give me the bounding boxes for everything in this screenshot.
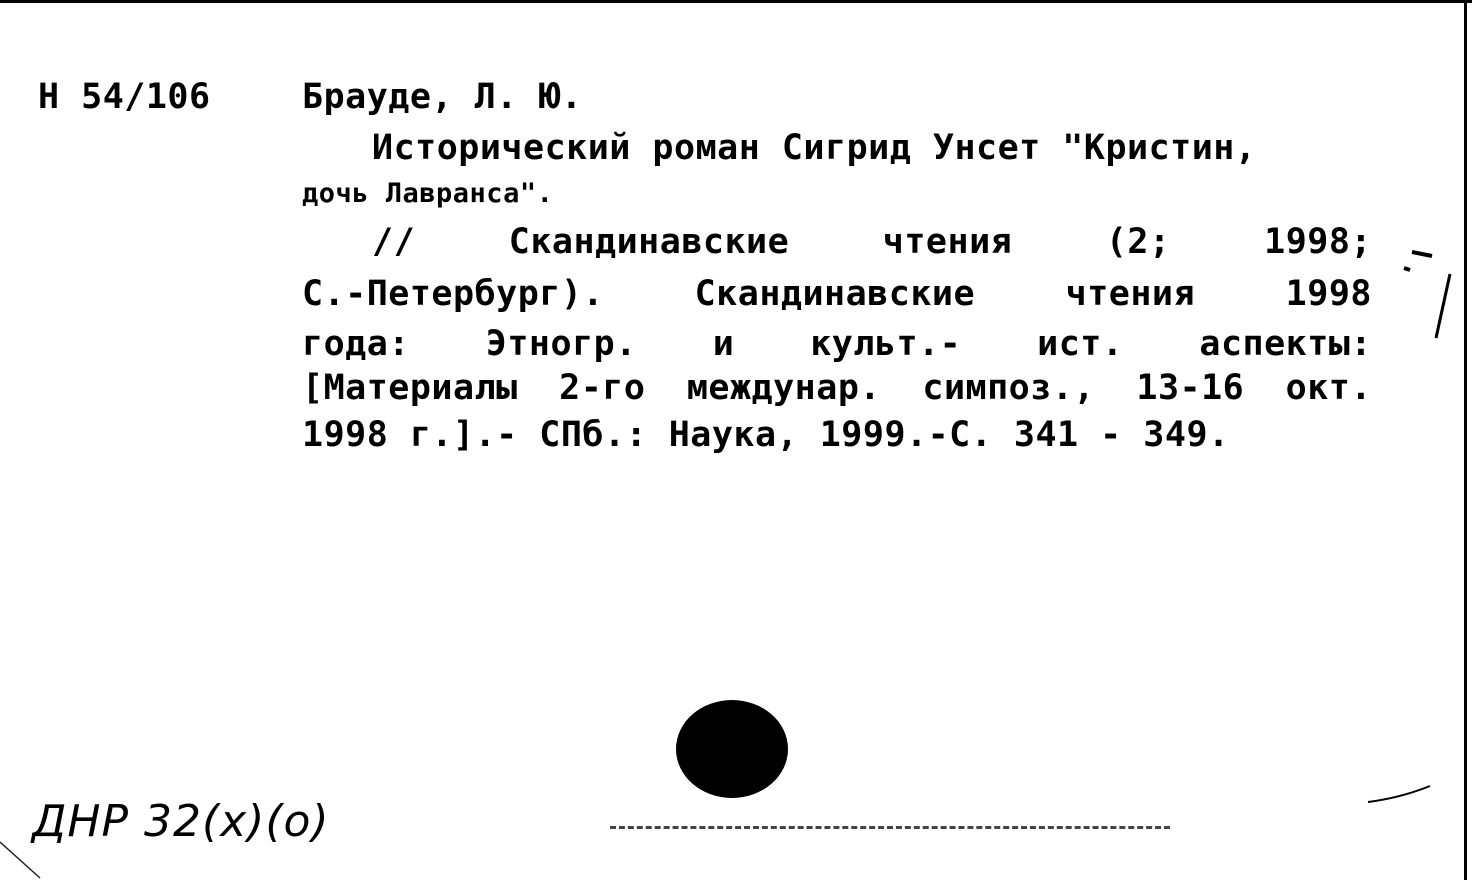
source-word: ист.	[1037, 324, 1124, 364]
source-word: и	[712, 324, 735, 364]
corner-pencil-mark	[1368, 786, 1430, 802]
call-number: Н 54/106	[38, 77, 211, 117]
source-word: С.-Петербург).	[302, 274, 605, 314]
source-word: 2-го	[559, 368, 646, 408]
title-line-1: Исторический роман Сигрид Унсет "Кристин,	[372, 128, 1257, 168]
title-line-2: дочь Лавранса".	[302, 178, 554, 209]
source-word: чтения	[882, 222, 1013, 262]
source-word: аспекты:	[1199, 324, 1372, 364]
source-word: Скандинавские	[508, 222, 790, 262]
source-word: междунар.	[686, 368, 881, 408]
handwritten-classification-note: ДНР 32(х)(о)	[32, 796, 330, 847]
margin-arrow-mark	[1404, 252, 1432, 270]
author-heading: Брауде, Л. Ю.	[302, 77, 583, 117]
source-word: Скандинавские	[694, 274, 976, 314]
source-word: //	[372, 222, 416, 262]
source-word: чтения	[1065, 274, 1196, 314]
source-word: Этногр.	[485, 324, 637, 364]
source-word: культ.-	[810, 324, 962, 364]
source-word: 13-16	[1136, 368, 1245, 408]
source-word: [Материалы	[302, 368, 518, 408]
source-word: года:	[302, 324, 410, 364]
source-word: (2;	[1105, 222, 1171, 262]
source-word: 1998;	[1264, 222, 1372, 262]
margin-pencil-stroke	[1436, 274, 1450, 338]
source-word: симпоз.,	[922, 368, 1095, 408]
source-word: окт.	[1285, 368, 1372, 408]
source-line-5: 1998 г.].- СПб.: Наука, 1999.-С. 341 - 349.	[302, 415, 1230, 455]
source-word: 1998	[1285, 274, 1372, 314]
corner-edge-mark	[0, 842, 40, 878]
